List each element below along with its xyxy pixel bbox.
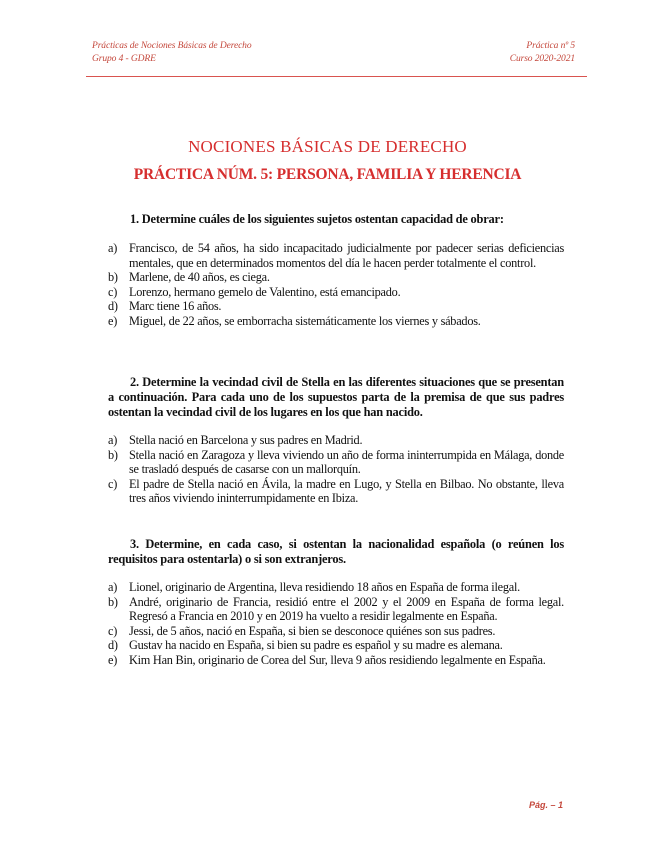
item-text: Gustav ha nacido en España, si bien su padre es español y su madre es alemana. xyxy=(129,638,503,653)
item-text: Lionel, originario de Argentina, lleva residiendo 18 años en España de forma ilegal. xyxy=(129,580,520,594)
item-text: Marc tiene 16 años. xyxy=(129,299,222,314)
item-text: Francisco, de 54 años, ha sido incapacitado judicialmente por padecer serias deficiencias mentales, que en determinados momentos del día le hacen perder totalmente el control. xyxy=(129,241,564,270)
question-1-text: 1. Determine cuáles de los siguientes sujetos ostentan capacidad de obrar: xyxy=(130,212,504,226)
list-item xyxy=(108,314,564,329)
item-text: Jessi, de 5 años, nació en España, si bien se desconoce quiénes son sus padres. xyxy=(129,623,496,638)
question-2-options xyxy=(108,433,564,506)
question-1-options xyxy=(108,241,564,329)
list-item xyxy=(108,653,564,668)
item-marker: a) xyxy=(108,580,118,594)
header-academic-year: Curso 2020-2021 xyxy=(509,54,575,64)
header-row-1 xyxy=(92,40,575,53)
item-text: Stella nació en Zaragoza y lleva viviendo un año de forma ininterrumpida en Málaga, donde se trasladó después de casarse con un mallorquín. xyxy=(129,447,564,477)
item-text: Kim Han Bin, originario de Corea del Sur, lleva 9 años residiendo legalmente en España. xyxy=(129,652,546,667)
list-item xyxy=(108,638,564,653)
item-marker: c) xyxy=(108,284,118,299)
header-divider xyxy=(86,76,587,77)
question-2-text: 2. Determine la vecindad civil de Stella en las diferentes situaciones que se presentan a continuación. Para cada uno de los supuestos parta de la premisa de que sus padres ostentan la vecindad civil de los lugares en los que han nacido. xyxy=(108,375,564,419)
item-marker: d) xyxy=(108,299,118,314)
question-3-prompt xyxy=(108,537,564,567)
header-practice-number: Práctica nº 5 xyxy=(526,41,575,51)
item-marker: c) xyxy=(108,476,118,491)
list-item xyxy=(108,477,564,506)
header-row-2 xyxy=(92,53,575,66)
list-item xyxy=(108,624,564,639)
running-header xyxy=(92,40,575,66)
item-text: El padre de Stella nació en Ávila, la madre en Lugo, y Stella en Bilbao. No obstante, lleva tres años viviendo ininterrumpidamente en Ibiza. xyxy=(129,476,564,506)
item-text: Marlene, de 40 años, es ciega. xyxy=(129,270,270,285)
item-marker: b) xyxy=(108,594,118,609)
list-item xyxy=(108,448,564,477)
question-3-options xyxy=(108,580,564,668)
list-item xyxy=(108,299,564,314)
item-marker: c) xyxy=(108,623,118,638)
practice-subtitle: PRÁCTICA NÚM. 5: PERSONA, FAMILIA Y HERENCIA xyxy=(133,166,522,183)
item-marker: b) xyxy=(108,270,118,285)
list-item xyxy=(108,580,564,595)
question-2-prompt xyxy=(108,375,564,420)
question-3-text: 3. Determine, en cada caso, si ostentan la nacionalidad española (o reúnen los requisitos para ostentarla) o si son extranjeros. xyxy=(108,537,564,566)
item-marker: e) xyxy=(108,652,118,667)
document-title: NOCIONES BÁSICAS DE DERECHO xyxy=(188,137,467,156)
item-marker: d) xyxy=(108,638,118,653)
header-course-name: Prácticas de Nociones Básicas de Derecho xyxy=(92,41,252,51)
item-marker: a) xyxy=(108,241,118,255)
item-text: André, originario de Francia, residió entre el 2002 y el 2009 en España de forma legal. Regresó a Francia en 2010 y en 2019 ha vuelto a residir legalmente en España. xyxy=(129,594,564,624)
question-1-prompt xyxy=(108,212,564,227)
item-marker: b) xyxy=(108,447,118,462)
item-marker: e) xyxy=(108,313,118,328)
item-text: Lorenzo, hermano gemelo de Valentino, está emancipado. xyxy=(129,284,401,299)
list-item xyxy=(108,595,564,624)
list-item xyxy=(108,241,564,270)
item-marker: a) xyxy=(108,433,118,447)
page-number: Pág. – 1 xyxy=(528,800,563,810)
list-item xyxy=(108,285,564,300)
item-text: Stella nació en Barcelona y sus padres en Madrid. xyxy=(129,433,363,447)
list-item xyxy=(108,433,564,448)
list-item xyxy=(108,270,564,285)
header-group: Grupo 4 - GDRE xyxy=(92,54,156,64)
item-text: Miguel, de 22 años, se emborracha sistemáticamente los viernes y sábados. xyxy=(129,313,481,328)
